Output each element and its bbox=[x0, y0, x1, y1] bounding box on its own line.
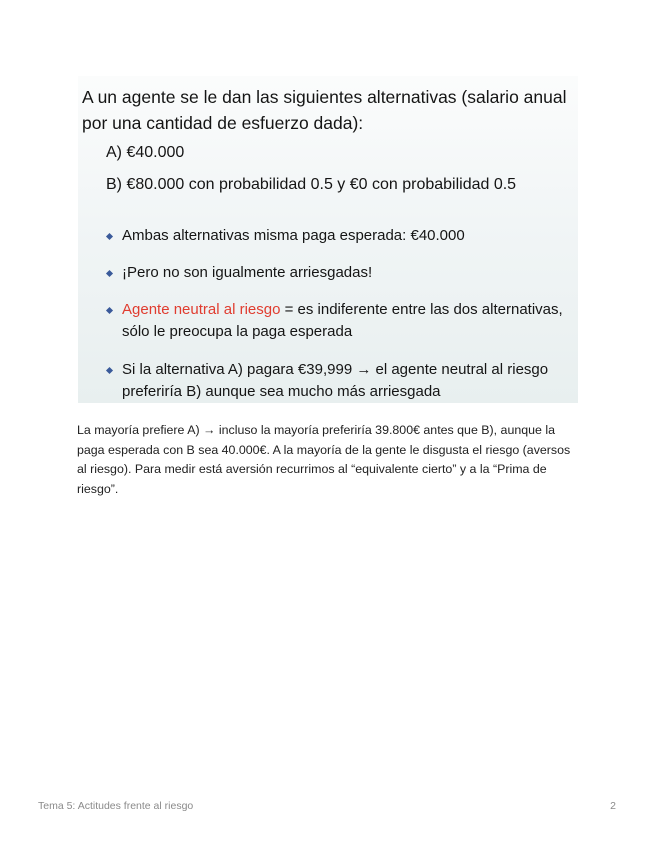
bullet-text: Ambas alternativas misma paga esperada: €40.000 bbox=[122, 227, 465, 244]
option-b: B) €80.000 con probabilidad 0.5 y €0 con probabilidad 0.5 bbox=[106, 176, 517, 193]
bullet-icon bbox=[106, 367, 113, 374]
bullet-expected-pay bbox=[104, 225, 572, 247]
bullet-text: ¡Pero no son igualmente arriesgadas! bbox=[122, 264, 373, 281]
bullet-icon bbox=[106, 233, 113, 240]
slide-image bbox=[78, 76, 578, 403]
bullet-icon bbox=[106, 307, 113, 314]
bullet-text: = es indiferente entre las dos alternativas, sólo le preocupa la paga esperada bbox=[122, 301, 563, 340]
page-number: 2 bbox=[610, 800, 616, 812]
bullet-risk-neutral bbox=[104, 299, 572, 343]
option-a: A) €40.000 bbox=[106, 144, 185, 161]
bullet-alternative-a bbox=[104, 359, 572, 403]
footer-chapter-title: Tema 5: Actitudes frente al riesgo bbox=[38, 800, 194, 812]
risk-neutral-term: Agente neutral al riesgo bbox=[122, 301, 281, 318]
body-paragraph: La mayoría prefiere A) → incluso la mayoría preferiría 39.800€ antes que B), aunque la paga esperada con B sea 40.000€. A la mayoría de la gente le disgusta el riesgo (aversos al riesgo). Para medir está aversión recurrimos al “equivalente cierto” y a la “Prima de riesgo”. bbox=[77, 423, 571, 496]
bullet-not-equally-risky bbox=[104, 262, 572, 284]
bullet-text: Si la alternativa A) pagara €39,999 → el agente neutral al riesgo preferiría B) aunque sea mucho más arriesgada bbox=[122, 361, 549, 400]
slide-intro: A un agente se le dan las siguientes alternativas (salario anual por una cantidad de esfuerzo dada): bbox=[82, 87, 567, 133]
bullet-icon bbox=[106, 270, 113, 277]
